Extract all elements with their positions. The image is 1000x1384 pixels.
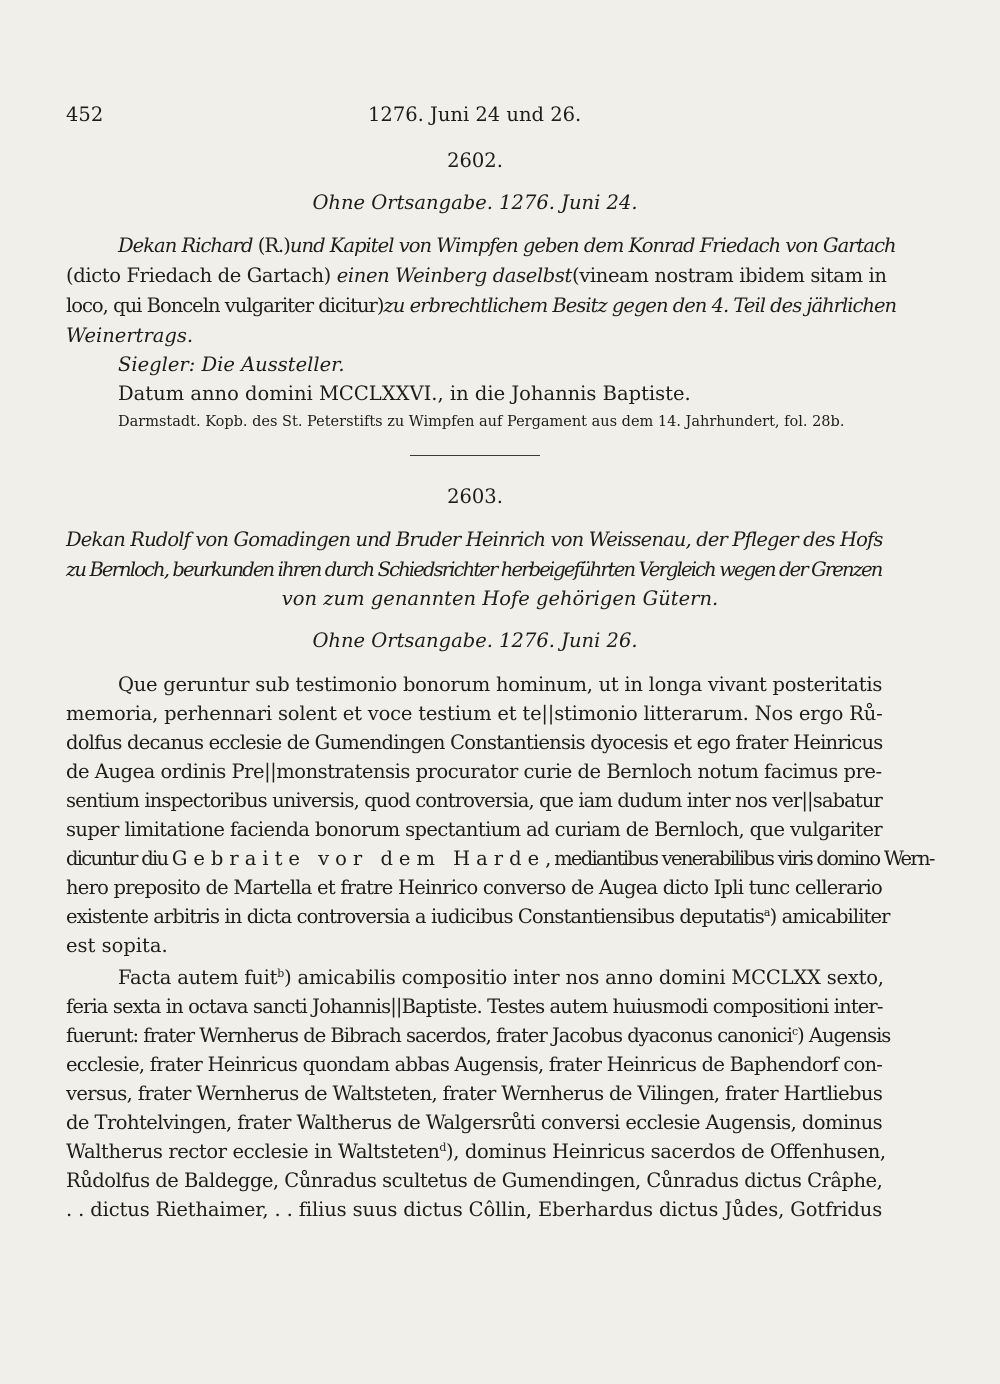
regest-2602-line <box>66 294 897 318</box>
text-line <box>66 905 890 929</box>
text-line <box>66 1024 890 1048</box>
footnote-marker: a <box>763 906 770 919</box>
text-segment: ) amicabilis compositio inter nos anno domini MCCLXX sexto, <box>284 966 884 989</box>
page-number: 452 <box>66 103 104 126</box>
siegler-2602: Siegler: Die Aussteller. <box>118 353 345 376</box>
text-segment: Facta autem fuit <box>118 966 278 989</box>
text-line: memoria, perhennari solent et voce testium et te||stimonio litterarum. Nos ergo Rů- <box>66 702 883 725</box>
text-line: . . dictus Riethaimer, . . filius suus dictus Côllin, Eberhardus dictus Jůdes, Gotfridus <box>66 1198 883 1221</box>
text-segment: dicuntur diu <box>66 847 172 870</box>
place-date-2602: Ohne Ortsangabe. 1276. Juni 24. <box>312 191 638 214</box>
regest-text: (vineam nostram ibidem sitam in <box>572 264 887 287</box>
footnote-marker: c <box>791 1025 798 1038</box>
text-line: versus, frater Wernherus de Waltsteten, frater Wernherus de Vilingen, frater Hartliebus <box>66 1082 883 1105</box>
text-line: sentium inspectoribus universis, quod controversia, que iam dudum inter nos ver||sabatur <box>66 789 882 812</box>
regest-text: einen Weinberg daselbst <box>336 264 572 287</box>
text-segment: Waltherus rector ecclesie in Waltsteten <box>66 1140 440 1163</box>
text-line <box>118 673 883 697</box>
regest-text: loco, qui Bonceln vulgariter dicitur) <box>66 294 384 317</box>
footnote-marker: b <box>277 967 285 980</box>
text-line: de Trohtelvingen, frater Waltherus de Walgersrůti conversi ecclesie Augensis, dominus <box>66 1111 883 1134</box>
text-line-content: Que geruntur sub testimonio bonorum hominum, ut in longa vivant posteritatis <box>118 673 883 696</box>
text-line <box>66 1140 886 1164</box>
doc-number-2602: 2602. <box>447 149 503 172</box>
text-line <box>118 966 884 990</box>
section-divider <box>410 455 540 456</box>
regest-2602-line: Weinertrags. <box>66 324 194 347</box>
text-line: de Augea ordinis Pre||monstratensis procurator curie de Bernloch notum facimus pre- <box>66 760 882 783</box>
place-date-2603: Ohne Ortsangabe. 1276. Juni 26. <box>312 629 638 652</box>
regest-text: (R.) <box>252 234 290 257</box>
text-segment: ), dominus Heinricus sacerdos de Offenhusen, <box>446 1140 886 1163</box>
regest-2603-line: von zum genannten Hofe gehörigen Gütern. <box>281 587 719 610</box>
text-line: Růdolfus de Baldegge, Cůnradus scultetus de Gumendingen, Cůnradus dictus Crâphe, <box>66 1169 883 1192</box>
text-line: ecclesie, frater Heinricus quondam abbas Augensis, frater Heinricus de Baphendorf con- <box>66 1053 883 1076</box>
text-line: est sopita. <box>66 934 168 957</box>
text-line: super limitatione facienda bonorum spectantium ad curiam de Bernloch, que vulgariter <box>66 818 883 841</box>
text-line: dolfus decanus ecclesie de Gumendingen Constantiensis dyocesis et ego frater Heinricus <box>66 731 883 754</box>
running-title: 1276. Juni 24 und 26. <box>368 103 582 126</box>
text-line: hero preposito de Martella et fratre Heinrico converso de Augea dicto Ipli tunc cellerario <box>66 876 882 899</box>
regest-text: (dicto Friedach de Gartach) <box>66 264 337 287</box>
regest-text: Dekan Richard <box>118 234 253 257</box>
text-segment: ) Augensis <box>797 1024 891 1047</box>
regest-text: zu erbrechtlichem Besitz gegen den 4. Teil des jährlichen <box>383 294 897 317</box>
text-line <box>66 847 934 871</box>
source-note-2602: Darmstadt. Kopb. des St. Peterstifts zu Wimpfen auf Pergament aus dem 14. Jahrhundert, fol. 28b. <box>118 414 845 430</box>
spaced-text: Gebraite vor dem Harde <box>171 847 546 870</box>
doc-number-2603: 2603. <box>447 485 503 508</box>
footnote-marker: d <box>439 1141 447 1154</box>
datum-2602: Datum anno domini MCCLXXVI., in die Johannis Baptiste. <box>118 382 691 405</box>
regest-2603-line: Dekan Rudolf von Gomadingen und Bruder Heinrich von Weissenau, der Pfleger des Hofs <box>66 528 883 551</box>
regest-2602-line <box>66 264 887 288</box>
text-line: feria sexta in octava sancti Johannis||Baptiste. Testes autem huiusmodi compositioni inter- <box>66 995 883 1018</box>
regest-2602-line <box>118 234 896 258</box>
regest-2603-line: zu Bernloch, beurkunden ihren durch Schiedsrichter herbeigeführten Vergleich wegen der Grenzen <box>66 558 882 581</box>
text-segment: ) amicabiliter <box>769 905 890 928</box>
text-segment: existente arbitris in dicta controversia a iudicibus Constantiensibus deputatis <box>66 905 764 928</box>
regest-text: und Kapitel von Wimpfen geben dem Konrad Friedach von Gartach <box>289 234 896 257</box>
text-segment: , mediantibus venerabilibus viris domino Wern- <box>545 847 934 870</box>
text-segment: fuerunt: frater Wernherus de Bibrach sacerdos, frater Jacobus dyaconus canonici <box>66 1024 792 1047</box>
